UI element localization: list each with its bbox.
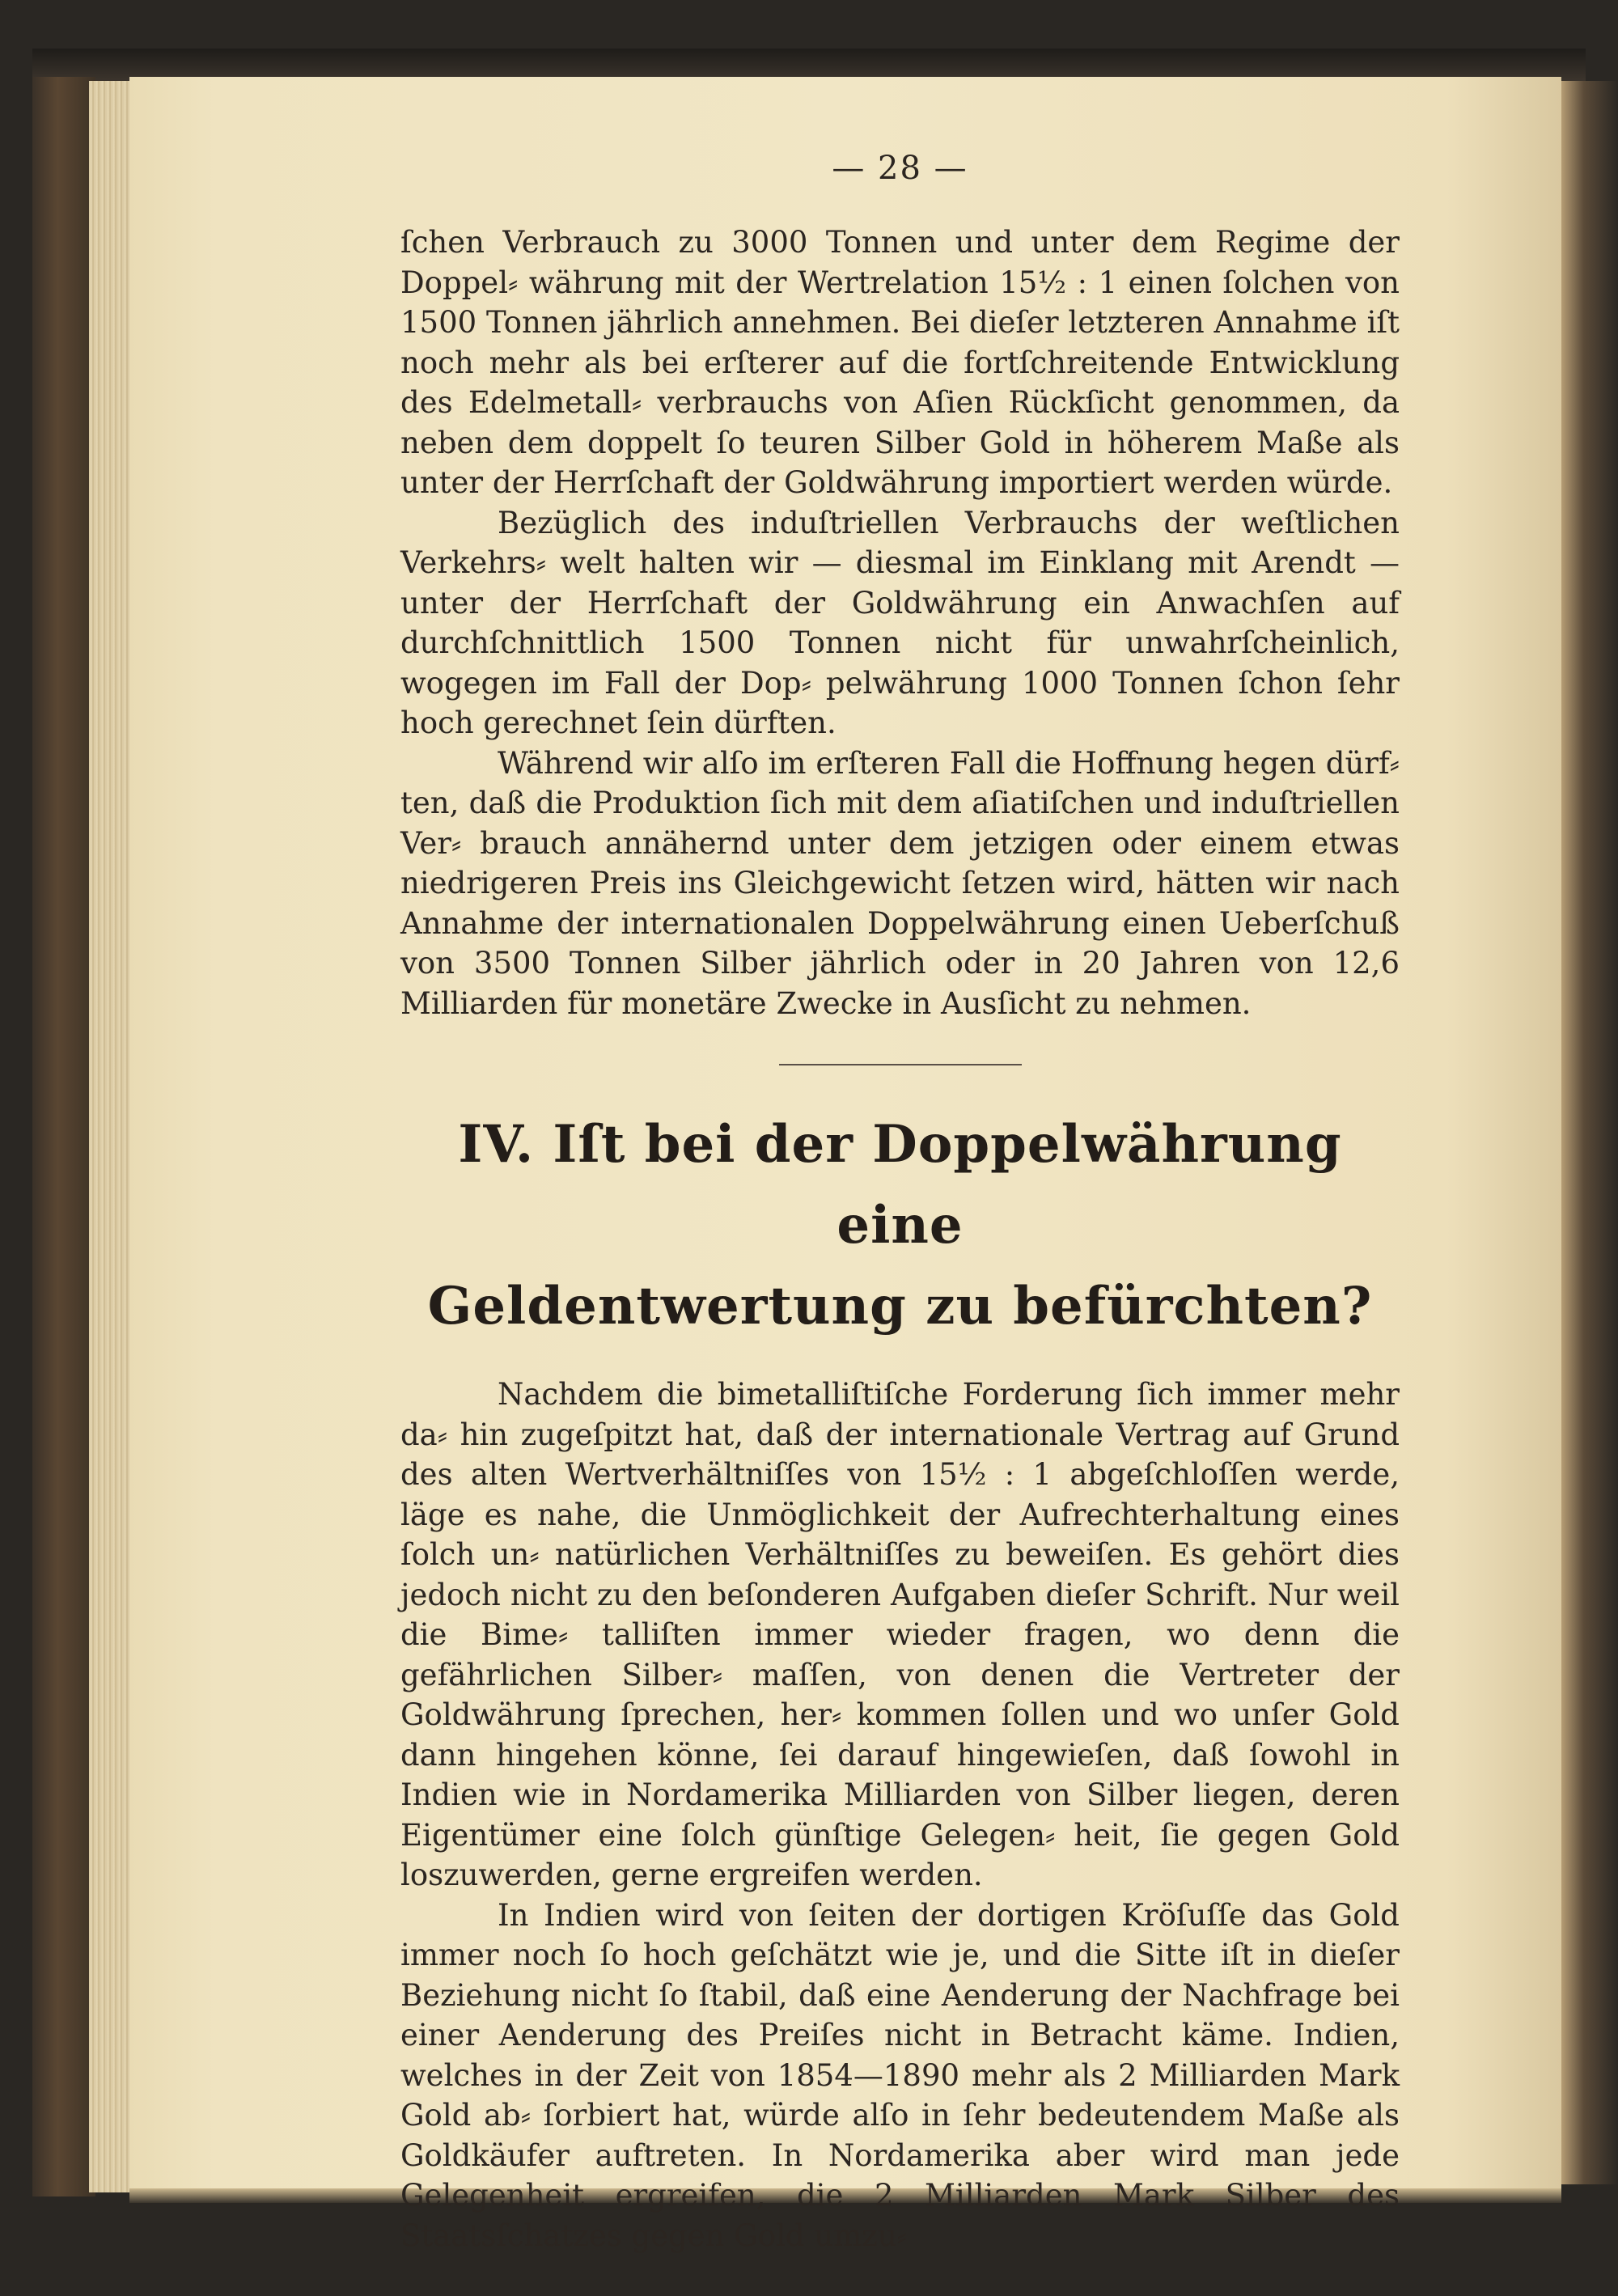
section-divider (779, 1064, 1022, 1065)
section-heading-line-1: IV. Iſt bei der Doppelwährung eine (458, 1114, 1342, 1256)
paragraph: Nachdem die bimetalliſtiſche Forderung ſich immer mehr da⸗ hin zugeſpitzt hat, daß der internationale Vertrag auf Grund des alten Wertverhältniſſes von 15½ : 1 abgeſchloſſen werde, läge es nahe, die Unmöglichkeit der Aufrechterhaltung eines ſolch un⸗ natürlichen Verhältniſſes zu beweiſen. Es gehört dies jedoch nicht zu den beſonderen Aufgaben dieſer Schrift. Nur weil die Bime⸗ talliſten immer wieder fragen, wo denn die gefährlichen Silber⸗ maſſen, von denen die Vertreter der Goldwährung ſprechen, her⸗ kommen ſollen und wo unſer Gold dann hingehen könne, ſei darauf hingewieſen, daß ſowohl in Indien wie in Nordamerika Milliarden von Silber liegen, deren Eigentümer eine ſolch günſtige Gelegen⸗ heit, ſie gegen Gold loszuwerden, gerne ergreifen werden. (400, 1377, 1400, 1892)
page-number: — 28 — (832, 150, 968, 187)
paragraph: Während wir alſo im erſteren Fall die Hoffnung hegen dürf⸗ ten, daß die Produktion ſich mit dem aſiatiſchen und induſtriellen Ver⸗ brauch annähernd unter dem jetzigen oder einem etwas niedrigeren Preis ins Gleichgewicht ſetzen wird, hätten wir nach Annahme der internationalen Doppelwährung einen Ueberſchuß von 3500 Tonnen Silber jährlich oder in 20 Jahren von 12,6 Milliarden für monetäre Zwecke in Ausſicht zu nehmen. (400, 745, 1400, 1021)
book-cover-spine (32, 77, 95, 2196)
paragraph: Bezüglich des induſtriellen Verbrauchs der weſtlichen Verkehrs⸗ welt halten wir — diesmal im Einklang mit Arendt — unter der Herrſchaft der Goldwährung ein Anwachſen auf durchſchnittlich 1500 Tonnen nicht für unwahrſcheinlich, wogegen im Fall der Dop⸗ pelwährung 1000 Tonnen ſchon ſehr hoch gerechnet ſein dürften. (400, 505, 1400, 740)
section-heading-line-2: Geldentwertung zu befürchten? (427, 1276, 1373, 1337)
paragraph: In Indien wird von ſeiten der dortigen Kröſuſſe das Gold immer noch ſo hoch geſchätzt wie je, und die Sitte iſt in dieſer Beziehung nicht ſo ſtabil, daß eine Aenderung der Nachfrage bei einer Aenderung des Preiſes nicht in Betracht käme. Indien, welches in der Zeit von 1854—1890 mehr als 2 Milliarden Mark Gold ab⸗ ſorbiert hat, würde alſo in ſehr bedeutendem Maße als Goldkäufer auftreten. In Nordamerika aber wird man jede Gelegenheit ergreifen, die 2 Milliarden Mark Silber des Staatsſchatzes gegen Gold umzu⸗ (400, 1897, 1400, 2253)
page-content (400, 150, 1400, 2256)
section-heading (400, 1104, 1400, 1347)
page-gutter-shadow (1561, 81, 1618, 2184)
paragraph: ſchen Verbrauch zu 3000 Tonnen und unter dem Regime der Doppel⸗ währung mit der Wertrelation 15½ : 1 einen ſolchen von 1500 Tonnen jährlich annehmen. Bei dieſer letzteren Annahme iſt noch mehr als bei erſterer auf die fortſchreitende Entwicklung des Edelmetall⸗ verbrauchs von Aſien Rückſicht genommen, da neben dem doppelt ſo teuren Silber Gold in höherem Maße als unter der Herrſchaft der Goldwährung importiert werden würde. (400, 225, 1400, 500)
